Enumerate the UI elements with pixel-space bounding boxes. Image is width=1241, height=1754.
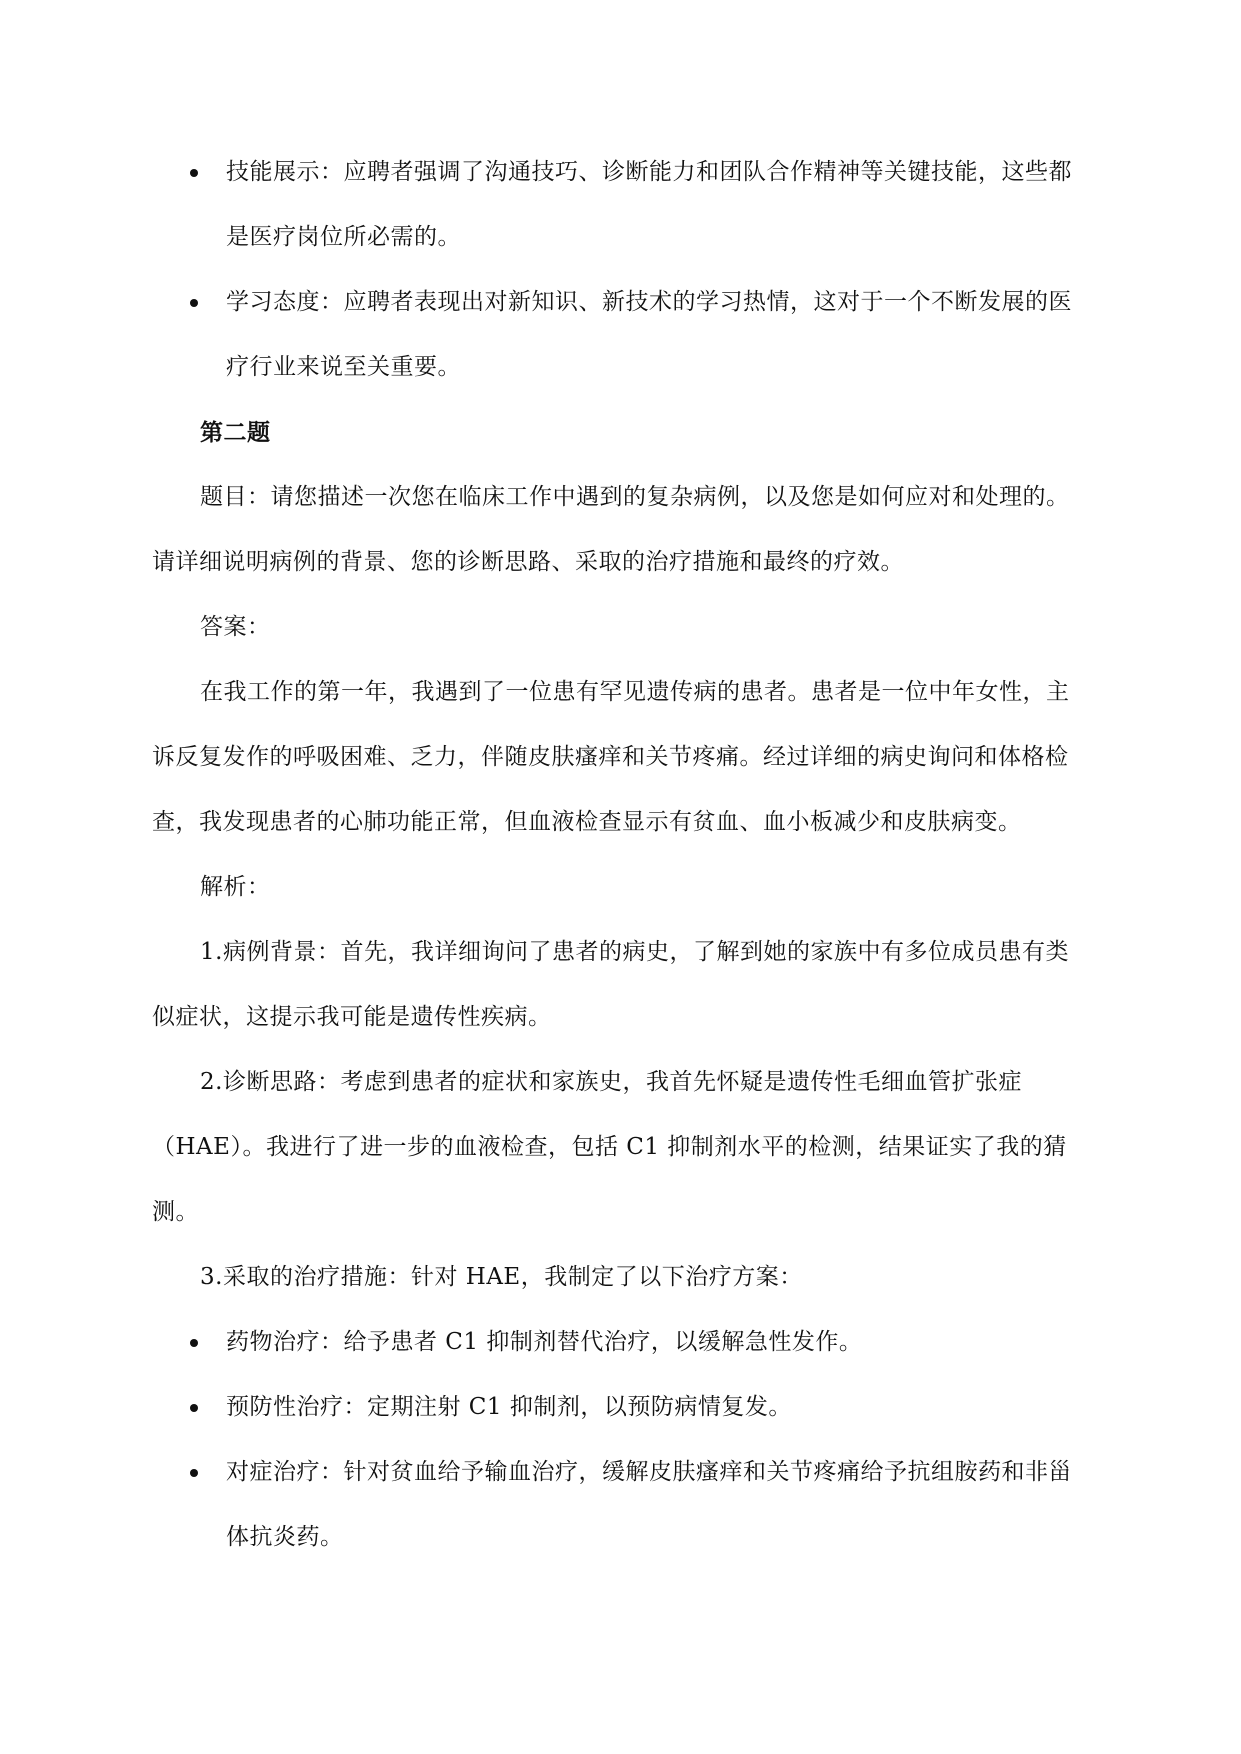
bullet-dot-icon — [190, 169, 198, 177]
section-title: 第二题 — [200, 419, 271, 446]
answer-paragraph: 在我工作的第一年，我遇到了一位患有罕见遗传病的患者。患者是一位中年女性，主诉反复发作的呼吸困难、乏力，伴随皮肤瘙痒和关节疼痛。经过详细的病史询问和体格检查，我发现患者的心肺功能正常，但血液检查显示有贫血、血小板减少和皮肤病变。 — [152, 679, 1070, 835]
document-body — [152, 140, 1092, 1570]
bullet-text: 技能展示：应聘者强调了沟通技巧、诊断能力和团队合作精神等关键技能，这些都是医疗岗位所必需的。 — [226, 159, 1072, 250]
analysis-label: 解析： — [200, 874, 271, 900]
question-paragraph: 题目：请您描述一次您在临床工作中遇到的复杂病例，以及您是如何应对和处理的。请详细说明病例的背景、您的诊断思路、采取的治疗措施和最终的疗效。 — [152, 484, 1070, 575]
answer-label: 答案： — [200, 614, 271, 640]
bullet-text: 预防性治疗：定期注射 C1 抑制剂，以预防病情复发。 — [226, 1394, 792, 1420]
bullet-item-preventive-therapy — [152, 1375, 1092, 1440]
bullet-item-skills — [152, 140, 1092, 270]
bullet-text: 药物治疗：给予患者 C1 抑制剂替代治疗，以缓解急性发作。 — [226, 1329, 863, 1355]
analysis-point-3: 3.采取的治疗措施：针对 HAE，我制定了以下治疗方案： — [200, 1264, 803, 1290]
bullet-dot-icon — [190, 1404, 198, 1412]
bullet-item-drug-therapy — [152, 1310, 1092, 1375]
bullet-dot-icon — [190, 299, 198, 307]
analysis-point-1: 1.病例背景：首先，我详细询问了患者的病史，了解到她的家族中有多位成员患有类似症状，这提示我可能是遗传性疾病。 — [152, 939, 1069, 1030]
analysis-point-2: 2.诊断思路：考虑到患者的症状和家族史，我首先怀疑是遗传性毛细血管扩张症（HAE）。我进行了进一步的血液检查，包括 C1 抑制剂水平的检测，结果证实了我的猜测。 — [152, 1069, 1067, 1225]
bullet-item-symptomatic-therapy — [152, 1440, 1092, 1570]
bullet-text: 学习态度：应聘者表现出对新知识、新技术的学习热情，这对于一个不断发展的医疗行业来说至关重要。 — [226, 289, 1072, 380]
bullet-dot-icon — [190, 1339, 198, 1347]
bullet-dot-icon — [190, 1469, 198, 1477]
bullet-text: 对症治疗：针对贫血给予输血治疗，缓解皮肤瘙痒和关节疼痛给予抗组胺药和非甾体抗炎药。 — [226, 1459, 1072, 1550]
bullet-item-learning — [152, 270, 1092, 400]
